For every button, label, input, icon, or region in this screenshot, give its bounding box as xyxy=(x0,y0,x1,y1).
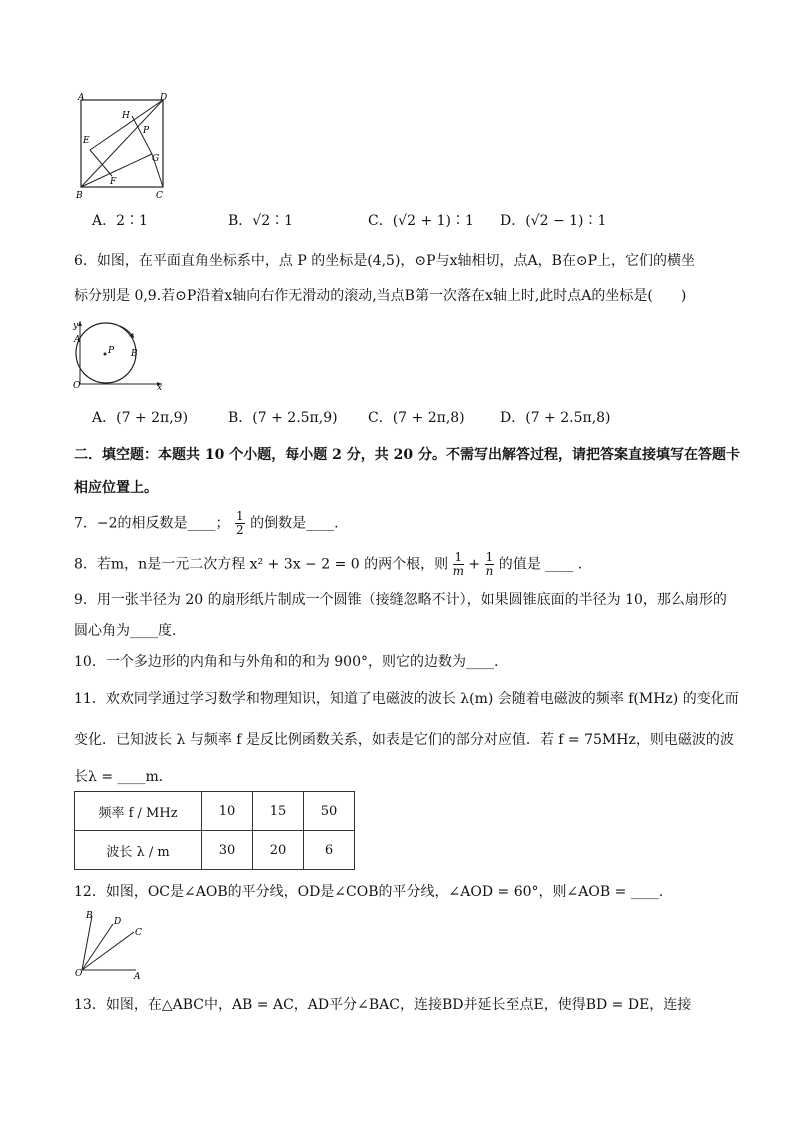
q5-option-a: A．2∶1 xyxy=(92,213,148,229)
table-cell: 频率 f / MHz xyxy=(75,792,202,831)
q5-option-b: B．√2∶1 xyxy=(228,213,294,229)
q12-label-a: A xyxy=(134,972,141,980)
q9-stem-line1: 9．用一张半径为 20 的扇形纸片制成一个圆锥（接缝忽略不计），如果圆锥底面的半径为 10，那么扇形的 xyxy=(74,592,727,608)
section2-heading-line2: 相应位置上。 xyxy=(74,480,158,496)
q8-f1-num: 1 xyxy=(454,550,463,564)
q8-plus: + xyxy=(468,556,481,573)
q6-label-y: y xyxy=(73,321,79,331)
q6-stem-line2: 标分别是 0,9.若⊙P沿着x轴向右作无滑动的滚动,当点B第一次落在x轴上时,此时点A的坐标是( ) xyxy=(74,288,687,304)
table-cell: 6 xyxy=(304,831,355,870)
q5-option-d: D．(√2 − 1)∶1 xyxy=(500,213,607,229)
q7-frac-den: 2 xyxy=(236,523,244,537)
q7-fraction xyxy=(235,510,245,537)
q5-label-g: G xyxy=(152,154,160,164)
q12-label-d: D xyxy=(114,917,122,927)
q6-option-a: A．(7 + 2π,9) xyxy=(92,410,189,426)
q10-stem: 10．一个多边形的内角和与外角和的和为 900°，则它的边数为____. xyxy=(74,654,499,670)
q6-option-d: D．(7 + 2.5π,8) xyxy=(500,410,611,426)
q12-label-c: C xyxy=(135,928,142,938)
q8-part1: 8．若m，n是一元二次方程 x² + 3x − 2 = 0 的两个根，则 xyxy=(74,556,449,573)
q11-stem-line2: 变化．已知波长 λ 与频率 f 是反比例函数关系，如表是它们的部分对应值．若 f = 75MHz，则电磁波的波 xyxy=(74,732,734,748)
q5-label-f: F xyxy=(110,177,117,187)
q6-label-a: A xyxy=(74,335,81,345)
q5-label-c: C xyxy=(156,191,163,200)
q12-figure xyxy=(72,910,148,980)
q8-f1-den: m xyxy=(452,564,464,578)
q8-f2-num: 1 xyxy=(485,550,494,564)
q8-f2-den: n xyxy=(485,564,494,578)
q6-label-b: B xyxy=(131,349,138,359)
q5-option-c: C．(√2 + 1)∶1 xyxy=(368,213,474,229)
q12-label-o: O xyxy=(75,969,83,979)
q5-label-a: A xyxy=(78,93,85,103)
q5-label-d: D xyxy=(160,93,168,103)
table-cell: 15 xyxy=(253,792,304,831)
q11-table xyxy=(74,791,355,870)
table-cell: 20 xyxy=(253,831,304,870)
section2-heading-line1: 二．填空题：本题共 10 个小题，每小题 2 分，共 20 分。不需写出解答过程，请把答案直接填写在答题卡 xyxy=(74,447,740,463)
table-cell: 波长 λ / m xyxy=(75,831,202,870)
table-row xyxy=(75,831,355,870)
q12-label-b: B xyxy=(86,911,93,921)
q8-line xyxy=(74,551,582,578)
q5-label-e: E xyxy=(83,136,90,146)
q7-part2: 的倒数是____. xyxy=(250,515,339,532)
q6-label-o: O xyxy=(73,381,81,390)
q11-stem-line1: 11．欢欢同学通过学习数学和物理知识，知道了电磁波的波长 λ(m) 会随着电磁波的频率 f(MHz) 的变化而 xyxy=(74,691,739,707)
q5-label-b: B xyxy=(76,191,83,200)
q5-figure xyxy=(72,92,176,200)
table-row xyxy=(75,792,355,831)
q7-part1: 7．−2的相反数是____； xyxy=(74,515,230,532)
q5-label-p: P xyxy=(143,126,150,136)
table-cell: 50 xyxy=(304,792,355,831)
q8-fraction-2 xyxy=(485,551,495,578)
q5-label-h: H xyxy=(122,111,130,121)
q11-stem-line3: 长λ = ____m． xyxy=(74,769,173,785)
q9-stem-line2: 圆心角为____度. xyxy=(74,623,177,639)
q6-option-b: B．(7 + 2.5π,9) xyxy=(228,410,338,426)
q6-label-x: x xyxy=(157,383,163,390)
q6-label-p: P xyxy=(108,346,115,356)
q6-stem-line1: 6．如图，在平面直角坐标系中，点 P 的坐标是(4,5)，⊙P与x轴相切，点A，B在⊙P上，它们的横坐 xyxy=(74,253,696,269)
q13-stem: 13．如图，在△ABC中，AB = AC，AD平分∠BAC，连接BD并延长至点E，使得BD = DE，连接 xyxy=(74,997,692,1013)
q7-line xyxy=(74,510,339,537)
q6-figure xyxy=(70,318,166,390)
q12-stem: 12．如图，OC是∠AOB的平分线，OD是∠COB的平分线，∠AOD = 60°，则∠AOB = ____. xyxy=(74,884,664,900)
q6-option-c: C．(7 + 2π,8) xyxy=(368,410,465,426)
table-cell: 30 xyxy=(202,831,253,870)
q8-fraction-1 xyxy=(453,551,464,578)
table-cell: 10 xyxy=(202,792,253,831)
q7-frac-num: 1 xyxy=(236,509,244,523)
q8-part2: 的值是 ____ . xyxy=(498,556,583,573)
